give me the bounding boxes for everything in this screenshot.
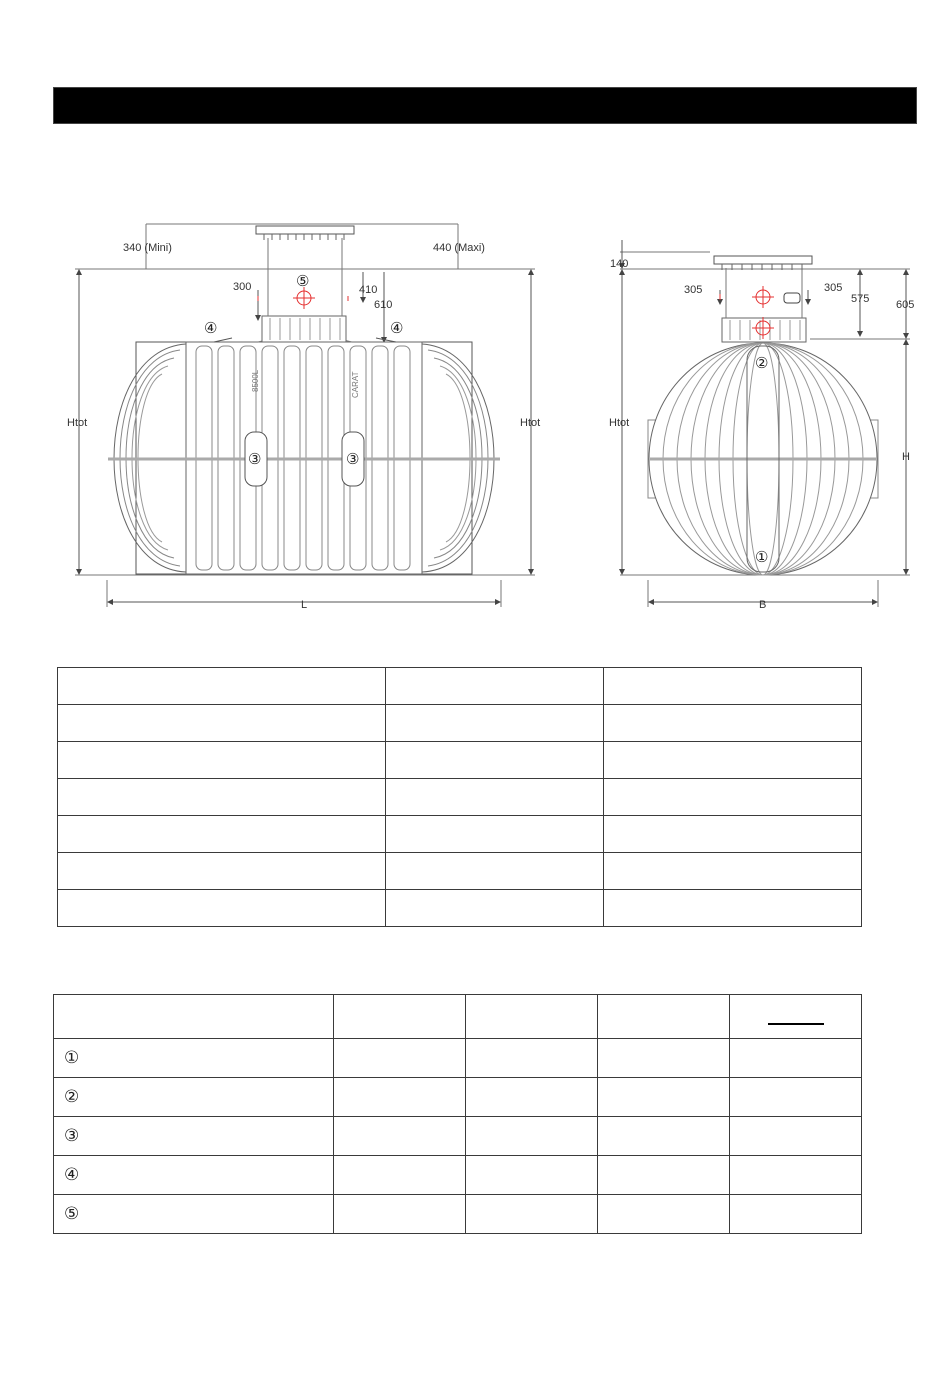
table-cell bbox=[604, 668, 862, 705]
table-cell bbox=[58, 668, 386, 705]
row-marker bbox=[54, 1117, 334, 1156]
table-row bbox=[54, 1078, 862, 1117]
table-cell bbox=[466, 1195, 598, 1234]
dim-305-right-label: 305 bbox=[824, 282, 843, 294]
marker-label: ④ bbox=[64, 1165, 80, 1184]
table-cell bbox=[466, 1078, 598, 1117]
table-cell bbox=[466, 1039, 598, 1078]
header-cell bbox=[730, 995, 862, 1039]
table-cell bbox=[334, 1117, 466, 1156]
length-label: L bbox=[301, 599, 308, 611]
dim-610-label: 610 bbox=[374, 299, 393, 311]
table-row bbox=[58, 816, 862, 853]
table-cell bbox=[386, 890, 604, 927]
row-marker bbox=[54, 1156, 334, 1195]
header-cell bbox=[334, 995, 466, 1039]
side-pipe-markers bbox=[258, 287, 348, 309]
spec-table bbox=[57, 667, 862, 927]
marker-label: ⑤ bbox=[64, 1204, 80, 1223]
header-cell bbox=[598, 995, 730, 1039]
dim-305-left-label: 305 bbox=[684, 284, 703, 296]
table-row bbox=[58, 890, 862, 927]
table-cell bbox=[386, 742, 604, 779]
table-cell bbox=[598, 1156, 730, 1195]
dim-300-label: 300 bbox=[233, 281, 252, 293]
table-row bbox=[54, 1195, 862, 1234]
row-marker bbox=[54, 1078, 334, 1117]
end-htot-label: Htot bbox=[609, 417, 630, 429]
table-cell bbox=[386, 779, 604, 816]
table-row bbox=[58, 779, 862, 816]
dim-605-label: 605 bbox=[896, 299, 915, 311]
dim-575-label: 575 bbox=[851, 293, 870, 305]
table-cell bbox=[598, 1039, 730, 1078]
marker-4-right: ④ bbox=[390, 320, 404, 337]
table-row bbox=[58, 705, 862, 742]
htot-left-label: Htot bbox=[67, 417, 88, 429]
marker-1: ① bbox=[755, 549, 769, 566]
dim-mini-label: 340 (Mini) bbox=[123, 242, 172, 254]
tank-diagram bbox=[0, 0, 950, 640]
marker-label: ② bbox=[64, 1087, 80, 1106]
dim-410-label: 410 bbox=[359, 284, 378, 296]
table-cell bbox=[58, 705, 386, 742]
marker-3-left: ③ bbox=[248, 451, 262, 468]
marker-label: ① bbox=[64, 1048, 80, 1067]
table-row bbox=[58, 853, 862, 890]
table-cell bbox=[58, 853, 386, 890]
table-cell bbox=[386, 668, 604, 705]
tank-volume-text: 8500L bbox=[251, 369, 260, 392]
table-cell bbox=[598, 1195, 730, 1234]
table-cell bbox=[58, 779, 386, 816]
table-cell bbox=[604, 742, 862, 779]
marker-2: ② bbox=[755, 355, 769, 372]
htot-right-label: Htot bbox=[520, 417, 541, 429]
table-cell bbox=[58, 890, 386, 927]
table-cell bbox=[58, 742, 386, 779]
dim-maxi-label: 440 (Maxi) bbox=[433, 242, 485, 254]
tank-brand-text: CARAT bbox=[351, 371, 360, 398]
table-cell bbox=[604, 779, 862, 816]
table-cell bbox=[604, 816, 862, 853]
table-cell bbox=[466, 1117, 598, 1156]
table-row bbox=[54, 1156, 862, 1195]
table-row bbox=[54, 1039, 862, 1078]
marker-4-left: ④ bbox=[204, 320, 218, 337]
marker-label: ③ bbox=[64, 1126, 80, 1145]
table-cell bbox=[598, 1078, 730, 1117]
table-row bbox=[58, 668, 862, 705]
table-cell bbox=[604, 890, 862, 927]
header-cell bbox=[54, 995, 334, 1039]
connection-table bbox=[53, 994, 862, 1234]
underline-mark bbox=[768, 1023, 824, 1025]
table-cell bbox=[386, 705, 604, 742]
table-header-row bbox=[54, 995, 862, 1039]
marker-5: ⑤ bbox=[296, 273, 310, 290]
table-cell bbox=[386, 853, 604, 890]
row-marker bbox=[54, 1195, 334, 1234]
table-row bbox=[58, 742, 862, 779]
dim-140-label: 140 bbox=[610, 258, 629, 270]
table-cell bbox=[730, 1078, 862, 1117]
row-marker bbox=[54, 1039, 334, 1078]
table-cell bbox=[334, 1078, 466, 1117]
h-label: H bbox=[902, 451, 910, 463]
table-row bbox=[54, 1117, 862, 1156]
table-cell bbox=[386, 816, 604, 853]
table-cell bbox=[730, 1117, 862, 1156]
table-cell bbox=[730, 1156, 862, 1195]
table-cell bbox=[604, 705, 862, 742]
table-cell bbox=[730, 1195, 862, 1234]
table-cell bbox=[58, 816, 386, 853]
marker-3-right: ③ bbox=[346, 451, 360, 468]
table-cell bbox=[730, 1039, 862, 1078]
table-cell bbox=[334, 1156, 466, 1195]
table-cell bbox=[604, 853, 862, 890]
table-cell bbox=[334, 1039, 466, 1078]
header-cell bbox=[466, 995, 598, 1039]
table-cell bbox=[598, 1117, 730, 1156]
width-label: B bbox=[759, 599, 767, 611]
table-cell bbox=[334, 1195, 466, 1234]
table-cell bbox=[466, 1156, 598, 1195]
